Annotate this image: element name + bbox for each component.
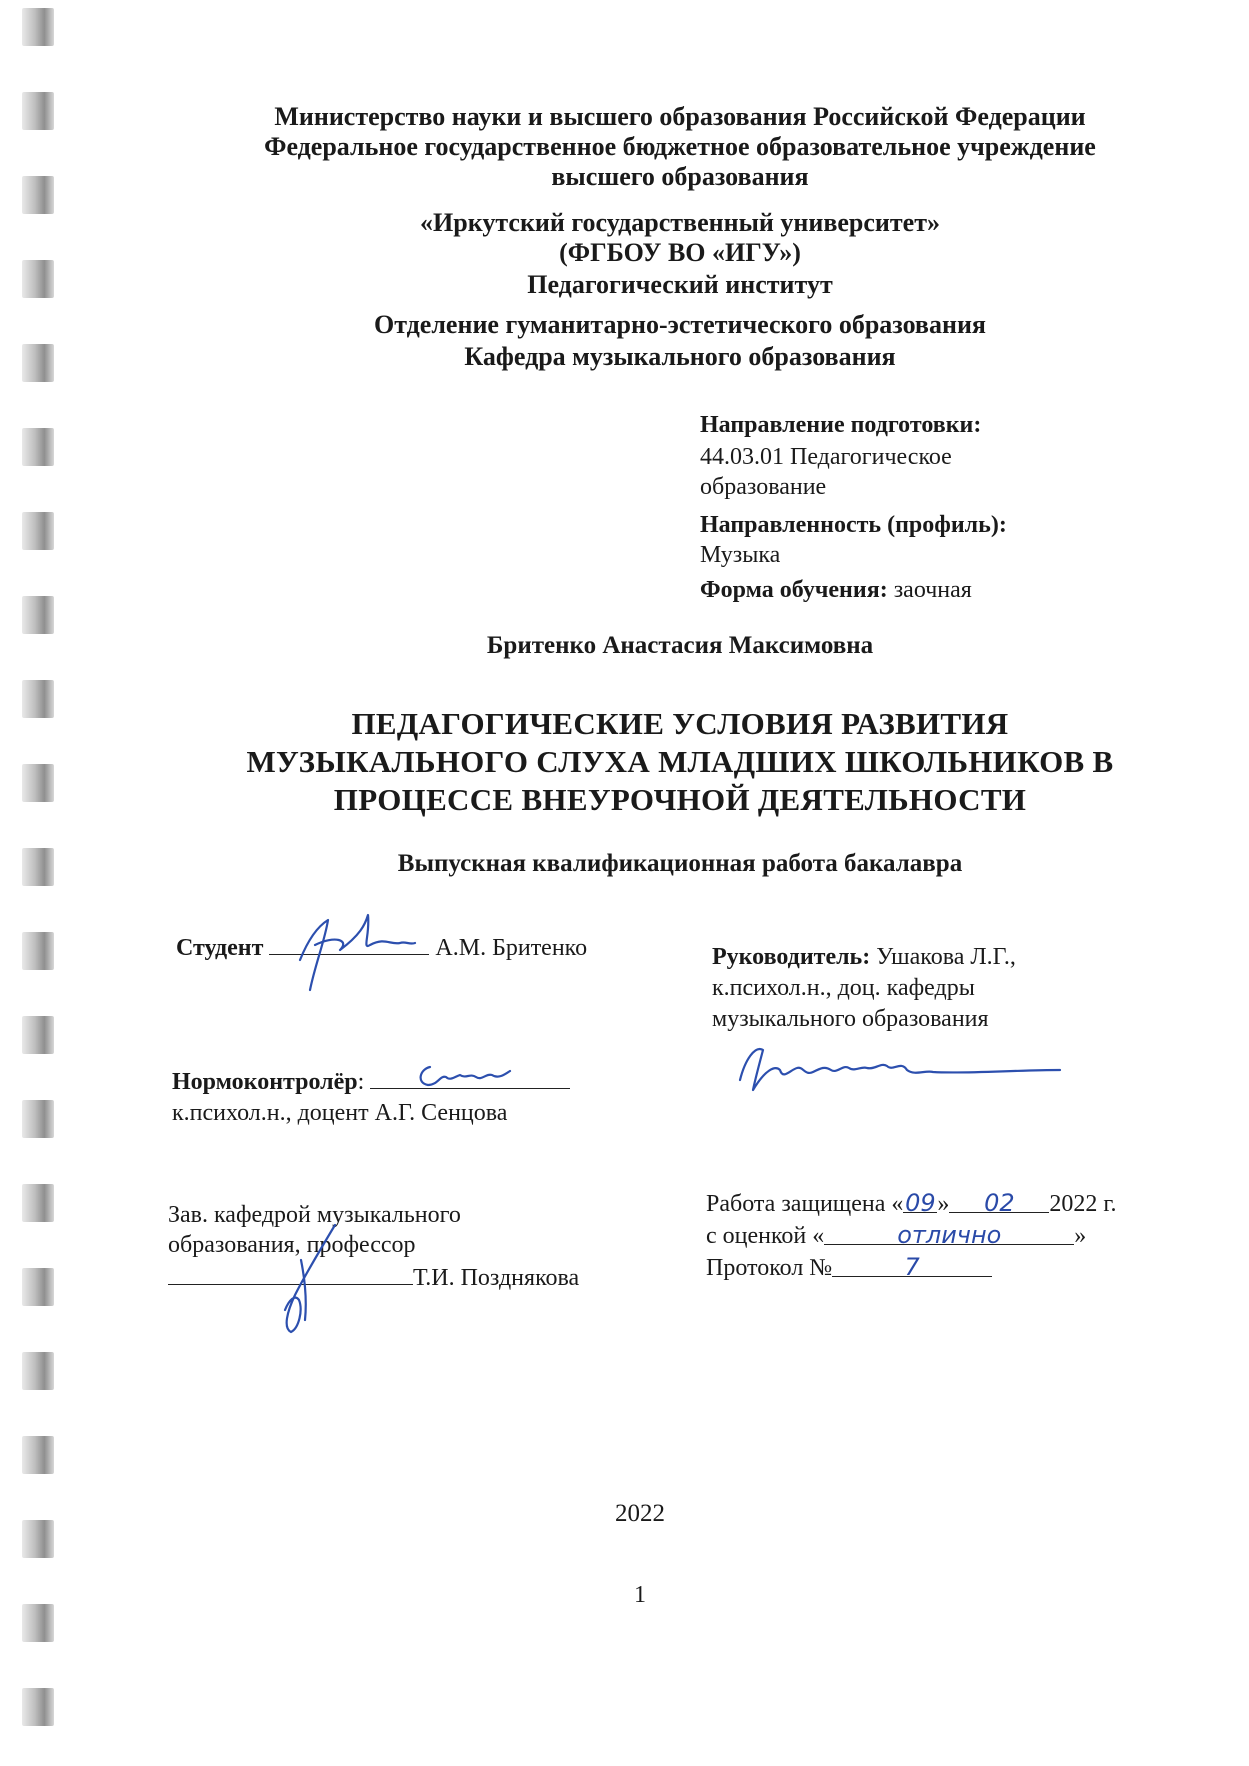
defense-prefix: Работа защищена « <box>706 1191 904 1217</box>
normcontrol-name: к.психол.н., доцент А.Г. Сенцова <box>172 1100 508 1126</box>
supervisor-degree: к.психол.н., доц. кафедры <box>712 975 975 1001</box>
defense-month: 02 <box>949 1188 1049 1213</box>
direction-label: Направление подготовки: <box>700 412 982 438</box>
binding-hole <box>22 596 54 634</box>
defense-date-line <box>706 1188 1117 1219</box>
grade-value: отлично <box>824 1220 1074 1245</box>
header-line: высшего образования <box>551 162 809 191</box>
student-signature-icon <box>290 905 420 995</box>
author-name: Бритенко Анастасия Максимовна <box>486 632 874 659</box>
supervisor-label: Руководитель: <box>712 944 871 970</box>
profile-value: Музыка <box>700 542 781 568</box>
binding-hole <box>22 8 54 46</box>
header-line: Педагогический институт <box>527 270 833 299</box>
supervisor-dept: музыкального образования <box>712 1006 989 1032</box>
binding-hole <box>22 428 54 466</box>
form-label: Форма обучения: <box>700 577 888 603</box>
header-line: Кафедра музыкального образования <box>464 342 896 371</box>
direction-value: образование <box>700 474 827 500</box>
defense-day: 09 <box>905 1189 936 1217</box>
title-line: МУЗЫКАЛЬНОГО СЛУХА МЛАДШИХ ШКОЛЬНИКОВ В <box>246 744 1114 779</box>
work-type: Выпускная квалификационная работа бакалавра <box>397 850 963 877</box>
head-title: образования, профессор <box>168 1232 416 1258</box>
head-name: Т.И. Позднякова <box>413 1265 580 1291</box>
footer-year: 2022 <box>615 1500 665 1527</box>
header-line: (ФГБОУ ВО «ИГУ») <box>559 238 801 267</box>
supervisor-line <box>712 942 1016 972</box>
protocol-label: Протокол № <box>706 1255 833 1281</box>
head-signature-icon <box>265 1220 345 1340</box>
form-value: заочная <box>893 577 972 603</box>
head-title: Зав. кафедрой музыкального <box>168 1202 461 1228</box>
binding-hole <box>22 1268 54 1306</box>
head-signature-line <box>168 1262 579 1293</box>
defense-year: 2022 г. <box>1049 1191 1117 1217</box>
grade-suffix: » <box>1074 1223 1087 1249</box>
header-line: «Иркутский государственный университет» <box>420 208 940 237</box>
page-number: 1 <box>634 1582 646 1608</box>
student-label: Студент <box>176 935 264 961</box>
supervisor-name: Ушакова Л.Г., <box>876 944 1016 970</box>
binding-hole <box>22 1100 54 1138</box>
binding-hole <box>22 1604 54 1642</box>
header-line: Министерство науки и высшего образования Российской Федерации <box>274 102 1086 131</box>
student-name: А.М. Бритенко <box>435 935 588 961</box>
binding-hole <box>22 680 54 718</box>
header-line: Федеральное государственное бюджетное образовательное учреждение <box>264 132 1096 161</box>
binding-hole <box>22 848 54 886</box>
normcontrol-signature-icon <box>410 1055 520 1095</box>
protocol-line <box>706 1252 992 1283</box>
binding-hole <box>22 344 54 382</box>
supervisor-signature-icon <box>735 1040 1065 1100</box>
binding-hole <box>22 1016 54 1054</box>
defense-mid: » <box>937 1191 950 1217</box>
grade-line <box>706 1220 1086 1251</box>
binding-hole <box>22 92 54 130</box>
title-line: ПЕДАГОГИЧЕСКИЕ УСЛОВИЯ РАЗВИТИЯ <box>351 706 1009 741</box>
binding-hole <box>22 764 54 802</box>
binding-holes <box>0 0 70 1766</box>
form-line <box>700 575 972 605</box>
direction-value: 44.03.01 Педагогическое <box>700 444 952 470</box>
binding-hole <box>22 932 54 970</box>
grade-prefix: с оценкой « <box>706 1223 825 1249</box>
binding-hole <box>22 512 54 550</box>
binding-hole <box>22 1520 54 1558</box>
header-line: Отделение гуманитарно-эстетического образования <box>374 310 986 339</box>
profile-label: Направленность (профиль): <box>700 512 1007 538</box>
normcontrol-colon: : <box>357 1069 365 1095</box>
binding-hole <box>22 176 54 214</box>
protocol-value: 7 <box>832 1252 992 1277</box>
title-line: ПРОЦЕССЕ ВНЕУРОЧНОЙ ДЕЯТЕЛЬНОСТИ <box>333 782 1027 817</box>
binding-hole <box>22 1688 54 1726</box>
binding-hole <box>22 1184 54 1222</box>
binding-hole <box>22 260 54 298</box>
normcontrol-label: Нормоконтролёр <box>172 1069 358 1095</box>
binding-hole <box>22 1352 54 1390</box>
binding-hole <box>22 1436 54 1474</box>
